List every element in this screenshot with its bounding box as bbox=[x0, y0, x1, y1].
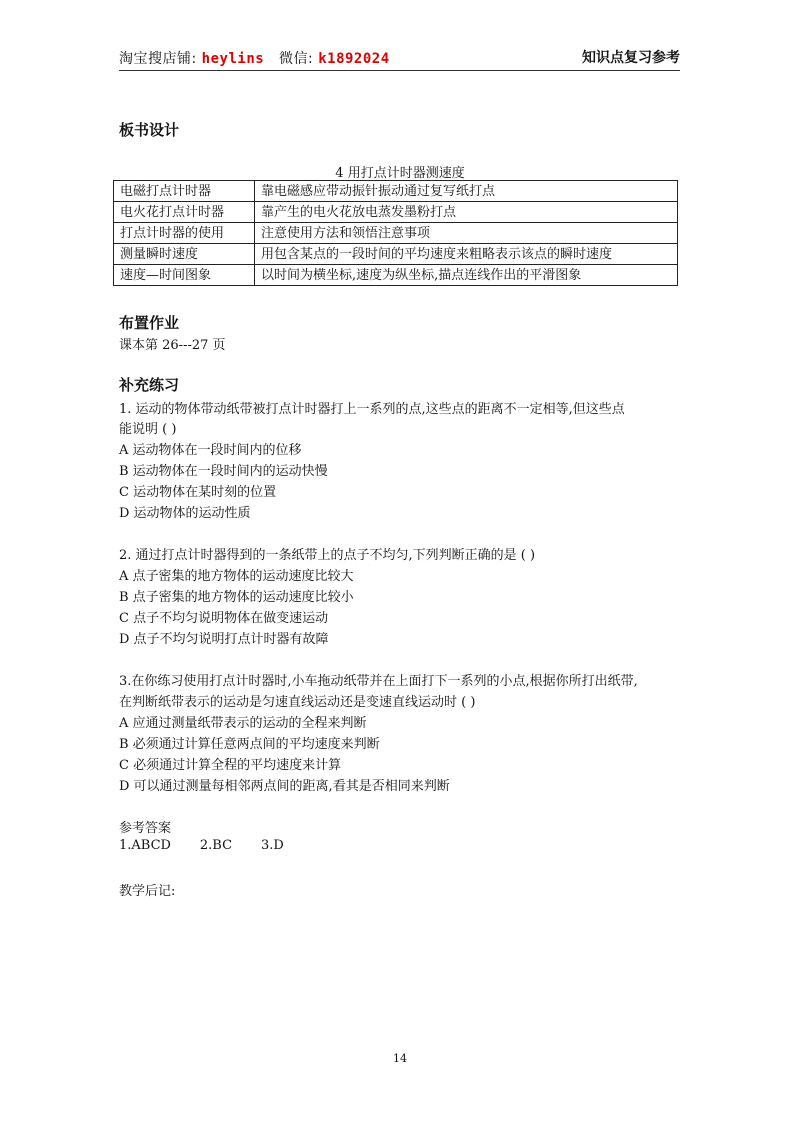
table-caption: 4 用打点计时器测速度 bbox=[335, 166, 465, 181]
q3-line2: 在判断纸带表示的运动是匀速直线运动还是变速直线运动时 ( ) bbox=[119, 695, 476, 710]
q1-option-c: C 运动物体在某时刻的位置 bbox=[119, 485, 277, 500]
header-shop-info bbox=[119, 48, 390, 68]
notes-label: 教学后记: bbox=[119, 884, 176, 899]
q2-option-b: B 点子密集的地方物体的运动速度比较小 bbox=[119, 590, 354, 605]
header-title: 知识点复习参考 bbox=[582, 50, 680, 66]
table-cell-key: 电磁打点计时器 bbox=[114, 181, 255, 202]
exercises-heading: 补充练习 bbox=[119, 376, 180, 394]
q3-option-a: A 应通过测量纸带表示的运动的全程来判断 bbox=[119, 716, 367, 731]
page-number: 14 bbox=[393, 1052, 407, 1065]
table-cell-key: 速度—时间图象 bbox=[114, 265, 255, 286]
q1-line1: 1. 运动的物体带动纸带被打点计时器打上一系列的点,这些点的距离不一定相等,但这些点 bbox=[119, 402, 625, 417]
table-cell-value: 靠电磁感应带动振针振动通过复写纸打点 bbox=[255, 181, 678, 202]
table-row bbox=[114, 202, 678, 223]
q3-option-d: D 可以通过测量每相邻两点间的距离,看其是否相同来判断 bbox=[119, 779, 450, 794]
wechat-id: k1892024 bbox=[318, 51, 390, 67]
table-cell-value: 注意使用方法和领悟注意事项 bbox=[255, 223, 678, 244]
table-cell-key: 测量瞬时速度 bbox=[114, 244, 255, 265]
q2-option-d: D 点子不均匀说明打点计时器有故障 bbox=[119, 632, 329, 647]
q2-option-c: C 点子不均匀说明物体在做变速运动 bbox=[119, 611, 329, 626]
q3-line1: 3.在你练习使用打点计时器时,小车拖动纸带并在上面打下一系列的小点,根据你所打出纸带, bbox=[119, 674, 638, 689]
answers-label: 参考答案 bbox=[119, 821, 172, 836]
table-row bbox=[114, 181, 678, 202]
q3-option-b: B 必须通过计算任意两点间的平均速度来判断 bbox=[119, 737, 380, 752]
shop-label: 淘宝搜店铺: bbox=[119, 51, 202, 67]
table-row bbox=[114, 265, 678, 286]
shop-name: heylins bbox=[201, 51, 265, 67]
table-row bbox=[114, 223, 678, 244]
answers-text: 1.ABCD 2.BC 3.D bbox=[119, 838, 284, 853]
table-cell-key: 电火花打点计时器 bbox=[114, 202, 255, 223]
table-cell-value: 用包含某点的一段时间的平均速度来粗略表示该点的瞬时速度 bbox=[255, 244, 678, 265]
board-design-table bbox=[113, 180, 678, 286]
homework-text: 课本第 26---27 页 bbox=[119, 338, 226, 353]
board-heading: 板书设计 bbox=[119, 121, 180, 139]
q1-line2: 能说明 ( ) bbox=[119, 422, 177, 437]
wechat-label: 微信: bbox=[279, 51, 319, 67]
q2-line1: 2. 通过打点计时器得到的一条纸带上的点子不均匀,下列判断正确的是 ( ) bbox=[119, 548, 536, 563]
q3-option-c: C 必须通过计算全程的平均速度来计算 bbox=[119, 758, 342, 773]
q2-option-a: A 点子密集的地方物体的运动速度比较大 bbox=[119, 569, 354, 584]
q1-option-b: B 运动物体在一段时间内的运动快慢 bbox=[119, 464, 328, 479]
page-header bbox=[119, 46, 680, 71]
table-cell-key: 打点计时器的使用 bbox=[114, 223, 255, 244]
q1-option-d: D 运动物体的运动性质 bbox=[119, 506, 251, 521]
q1-option-a: A 运动物体在一段时间内的位移 bbox=[119, 443, 302, 458]
table-cell-value: 以时间为横坐标,速度为纵坐标,描点连线作出的平滑图象 bbox=[255, 265, 678, 286]
homework-heading: 布置作业 bbox=[119, 314, 180, 332]
table-row bbox=[114, 244, 678, 265]
table-cell-value: 靠产生的电火花放电蒸发墨粉打点 bbox=[255, 202, 678, 223]
